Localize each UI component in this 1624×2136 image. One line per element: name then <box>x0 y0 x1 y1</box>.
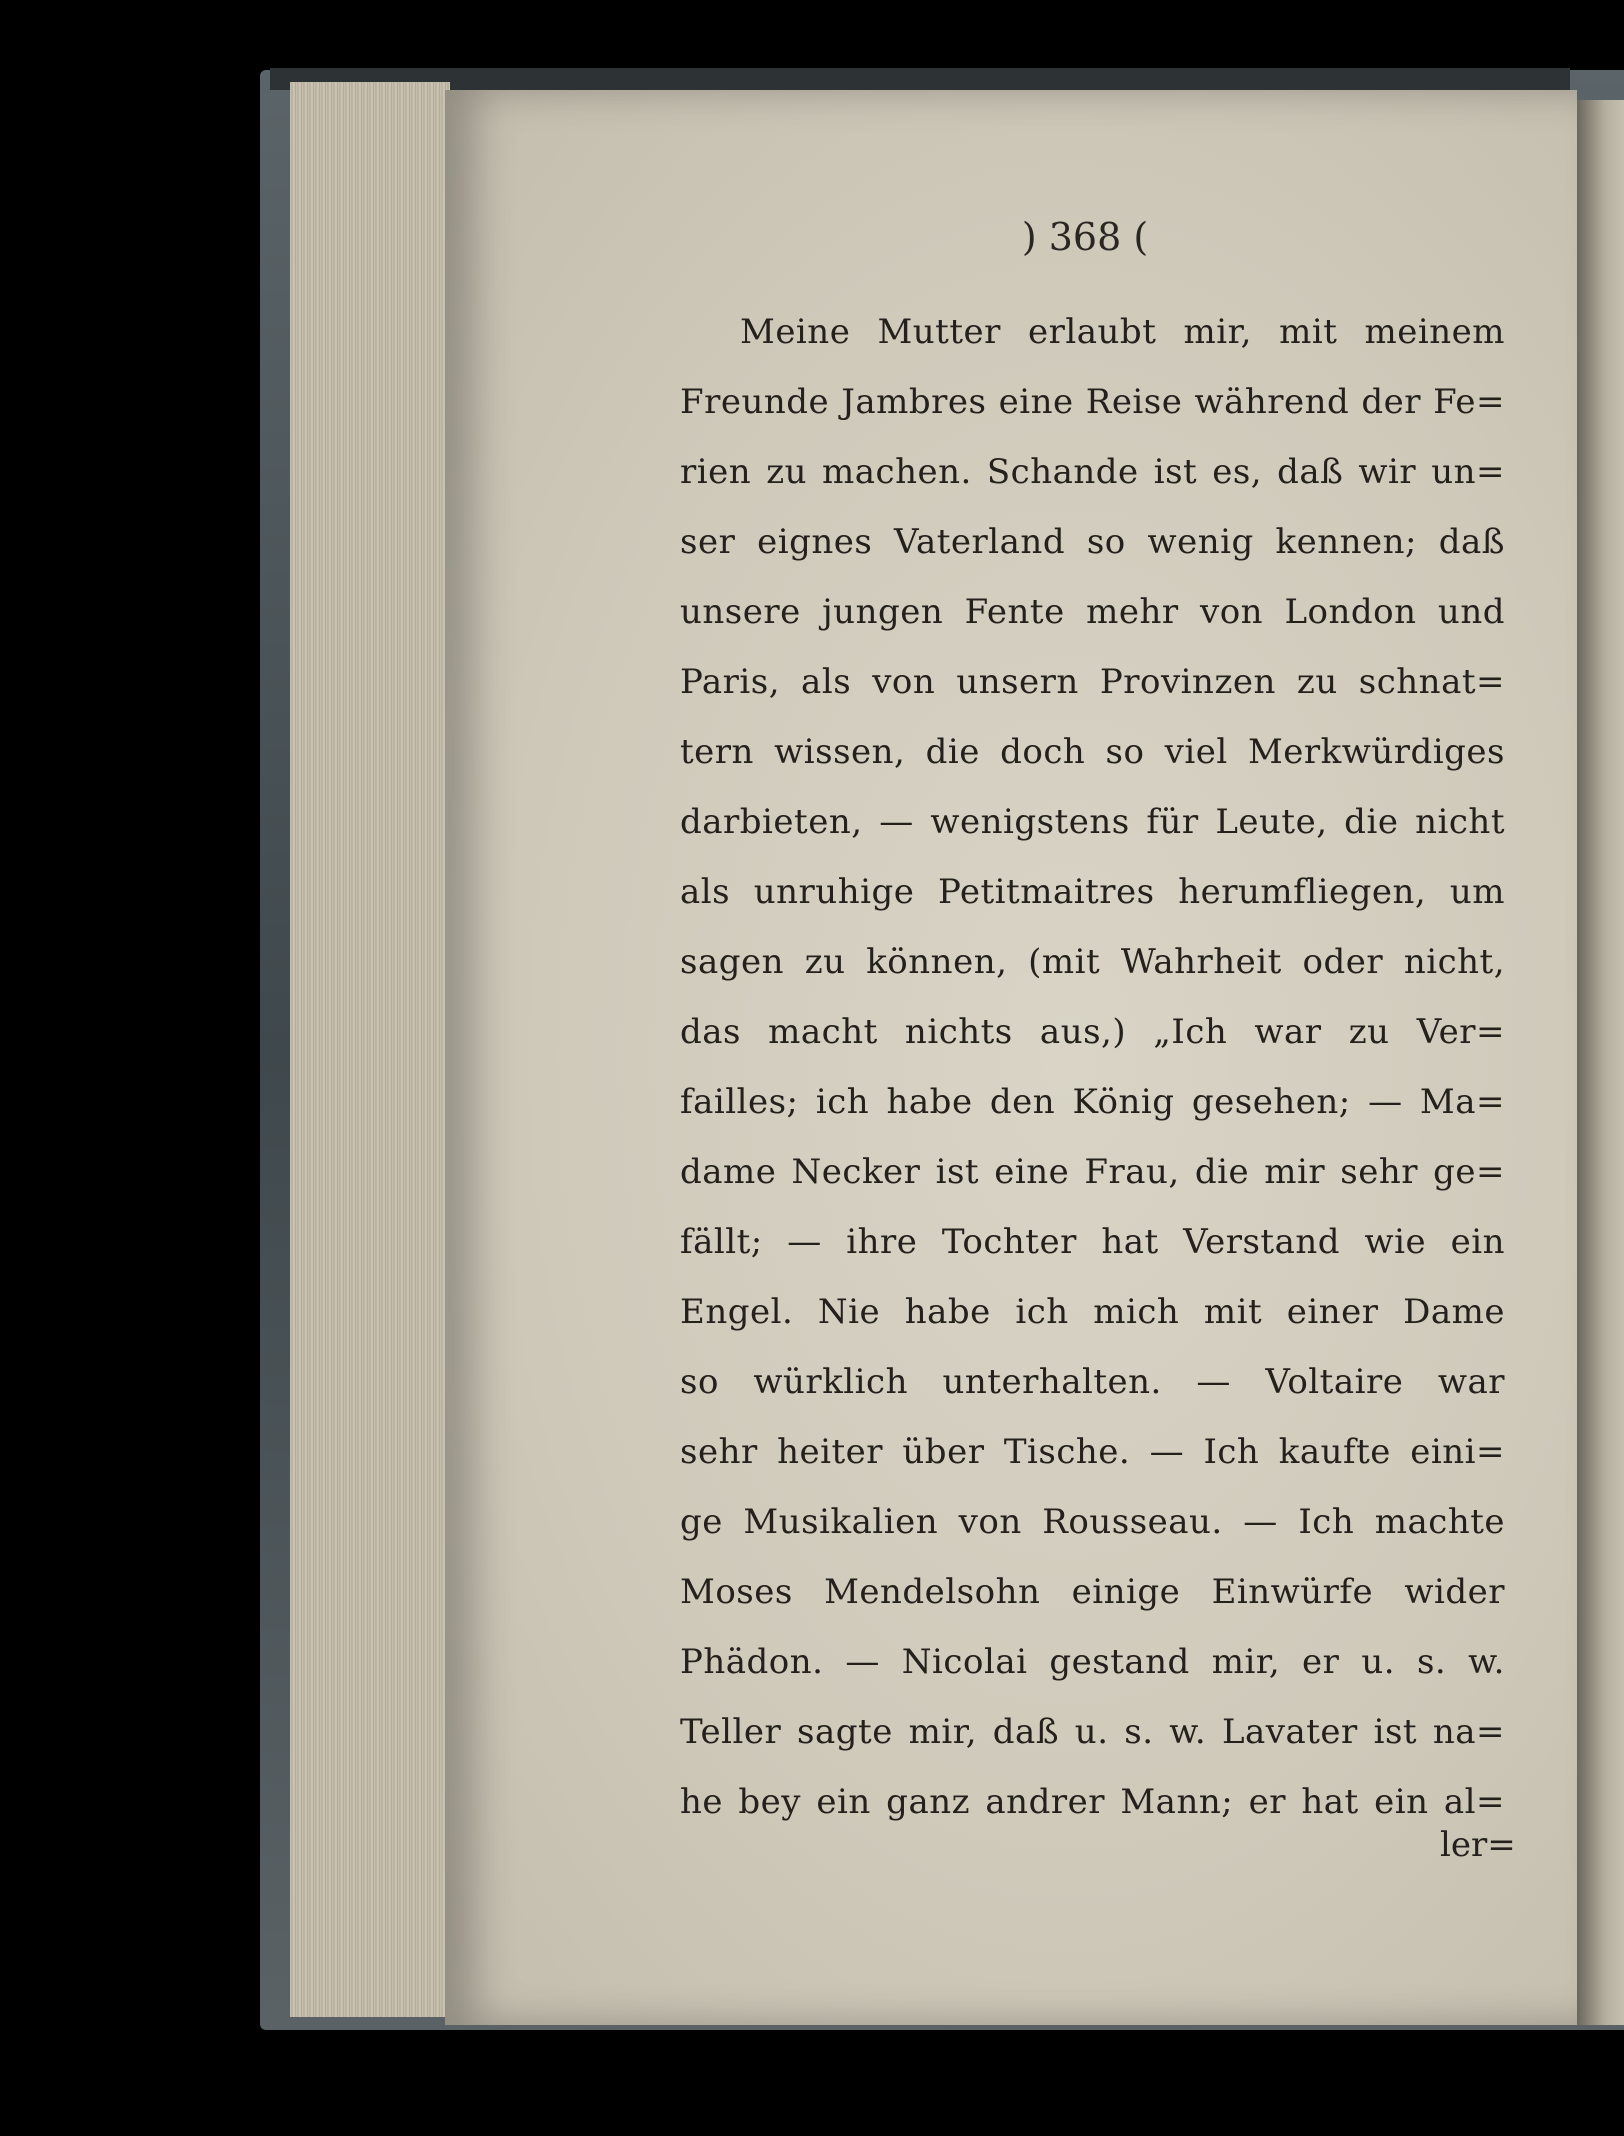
text-line: darbieten, — wenigstens für Leute, die nicht <box>680 802 1505 842</box>
text-line: als unruhige Petitmaitres herumfliegen, um <box>680 872 1505 912</box>
text-line: sehr heiter über Tische. — Ich kaufte eini= <box>680 1432 1505 1472</box>
book-spine-top <box>270 68 1570 90</box>
text-line: so würklich unterhalten. — Voltaire war <box>680 1362 1505 1402</box>
text-line: Moses Mendelsohn einige Einwürfe wider <box>680 1572 1505 1612</box>
text-line: dame Necker ist eine Frau, die mir sehr ge= <box>680 1152 1505 1192</box>
text-line: rien zu machen. Schande ist es, daß wir un= <box>680 452 1505 492</box>
text-line: he bey ein ganz andrer Mann; er hat ein al= <box>680 1782 1505 1822</box>
text-line: Paris, als von unsern Provinzen zu schnat= <box>680 662 1505 702</box>
catchword: ler= <box>1440 1825 1516 1865</box>
text-line: Phädon. — Nicolai gestand mir, er u. s. w. <box>680 1642 1505 1682</box>
text-line: fällt; — ihre Tochter hat Verstand wie ein <box>680 1222 1505 1262</box>
text-line: tern wissen, die doch so viel Merkwürdiges <box>680 732 1505 772</box>
facing-page-edge <box>1577 100 1624 2025</box>
page-text <box>680 297 1505 1837</box>
text-line: sagen zu können, (mit Wahrheit oder nicht, <box>680 942 1505 982</box>
text-line: Meine Mutter erlaubt mir, mit meinem <box>740 312 1505 352</box>
text-line: das macht nichts aus,) „Ich war zu Ver= <box>680 1012 1505 1052</box>
text-line: Engel. Nie habe ich mich mit einer Dame <box>680 1292 1505 1332</box>
page-edges <box>290 82 450 2017</box>
text-line: ge Musikalien von Rousseau. — Ich machte <box>680 1502 1505 1542</box>
text-line: unsere jungen Fente mehr von London und <box>680 592 1505 632</box>
text-line: Freunde Jambres eine Reise während der Fe= <box>680 382 1505 422</box>
text-line: Teller sagte mir, daß u. s. w. Lavater ist na= <box>680 1712 1505 1752</box>
text-line: failles; ich habe den König gesehen; — Ma= <box>680 1082 1505 1122</box>
page-header: ) 368 ( <box>1021 215 1149 259</box>
text-line: ser eignes Vaterland so wenig kennen; daß <box>680 522 1505 562</box>
